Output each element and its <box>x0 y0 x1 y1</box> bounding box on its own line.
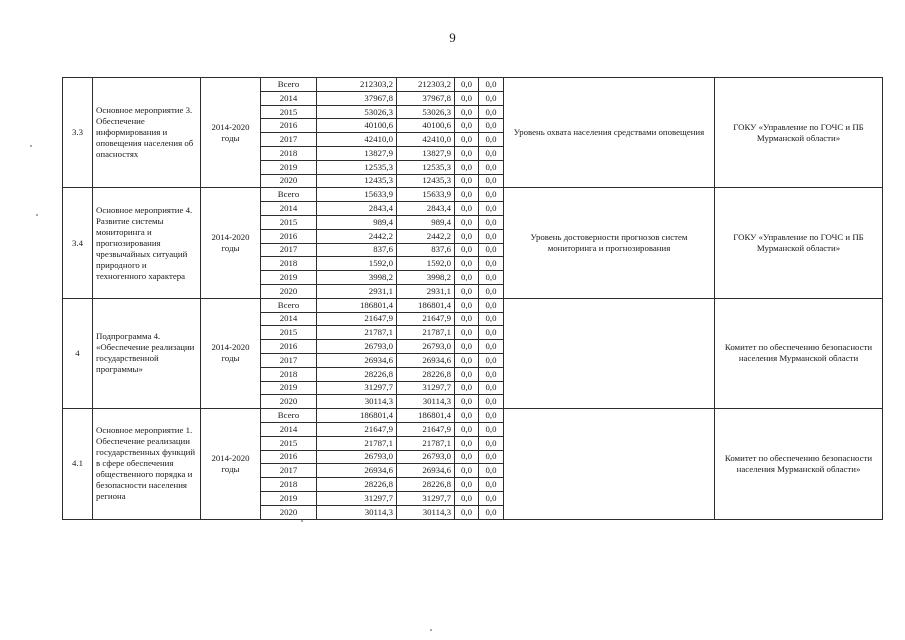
amount-zero-cell: 0,0 <box>479 395 504 409</box>
amount-oblast-cell: 28226,8 <box>397 367 455 381</box>
year-label-cell: 2017 <box>261 243 317 257</box>
amount-oblast-cell: 31297,7 <box>397 491 455 505</box>
year-label-cell: 2018 <box>261 367 317 381</box>
amount-oblast-cell: 40100,6 <box>397 119 455 133</box>
amount-total-cell: 53026,3 <box>317 105 397 119</box>
amount-zero-cell: 0,0 <box>455 326 479 340</box>
amount-zero-cell: 0,0 <box>479 284 504 298</box>
amount-zero-cell: 0,0 <box>479 450 504 464</box>
row-number-cell: 3.3 <box>63 78 93 188</box>
amount-zero-cell: 0,0 <box>455 436 479 450</box>
year-label-cell: Всего <box>261 188 317 202</box>
amount-total-cell: 989,4 <box>317 215 397 229</box>
amount-oblast-cell: 2931,1 <box>397 284 455 298</box>
year-label-cell: 2019 <box>261 381 317 395</box>
period-cell: 2014-2020 годы <box>201 298 261 408</box>
amount-zero-cell: 0,0 <box>455 202 479 216</box>
executor-cell: ГОКУ «Управление по ГОЧС и ПБ Мурманской области» <box>715 78 883 188</box>
amount-zero-cell: 0,0 <box>479 119 504 133</box>
year-label-cell: 2017 <box>261 353 317 367</box>
amount-zero-cell: 0,0 <box>455 298 479 312</box>
amount-total-cell: 12535,3 <box>317 160 397 174</box>
amount-zero-cell: 0,0 <box>455 367 479 381</box>
amount-total-cell: 40100,6 <box>317 119 397 133</box>
period-cell: 2014-2020 годы <box>201 78 261 188</box>
measure-name-cell: Основное мероприятие 3. Обеспечение информирования и оповещения населения об опасностях <box>93 78 201 188</box>
amount-oblast-cell: 989,4 <box>397 215 455 229</box>
indicator-cell: Уровень достоверности прогнозов систем мониторинга и прогнозирования <box>504 188 715 298</box>
year-label-cell: 2016 <box>261 450 317 464</box>
amount-total-cell: 30114,3 <box>317 395 397 409</box>
amount-oblast-cell: 26934,6 <box>397 353 455 367</box>
year-label-cell: 2019 <box>261 491 317 505</box>
amount-total-cell: 21787,1 <box>317 326 397 340</box>
year-label-cell: 2020 <box>261 505 317 519</box>
amount-oblast-cell: 53026,3 <box>397 105 455 119</box>
year-label-cell: 2019 <box>261 271 317 285</box>
indicator-cell <box>504 409 715 519</box>
amount-zero-cell: 0,0 <box>455 215 479 229</box>
year-label-cell: 2018 <box>261 257 317 271</box>
amount-total-cell: 1592,0 <box>317 257 397 271</box>
year-label-cell: 2018 <box>261 478 317 492</box>
amount-total-cell: 3998,2 <box>317 271 397 285</box>
scan-speck <box>36 214 38 216</box>
amount-oblast-cell: 21647,9 <box>397 312 455 326</box>
table-row <box>63 298 883 312</box>
amount-total-cell: 42410,0 <box>317 133 397 147</box>
amount-zero-cell: 0,0 <box>479 160 504 174</box>
executor-cell: Комитет по обеспечению безопасности населения Мурманской области» <box>715 409 883 519</box>
amount-zero-cell: 0,0 <box>455 160 479 174</box>
row-number-cell: 4.1 <box>63 409 93 519</box>
amount-zero-cell: 0,0 <box>455 284 479 298</box>
amount-zero-cell: 0,0 <box>479 298 504 312</box>
year-label-cell: 2016 <box>261 340 317 354</box>
amount-zero-cell: 0,0 <box>455 91 479 105</box>
year-label-cell: 2015 <box>261 436 317 450</box>
amount-zero-cell: 0,0 <box>455 491 479 505</box>
amount-zero-cell: 0,0 <box>455 174 479 188</box>
year-label-cell: 2018 <box>261 146 317 160</box>
amount-total-cell: 2843,4 <box>317 202 397 216</box>
amount-oblast-cell: 21787,1 <box>397 436 455 450</box>
amount-zero-cell: 0,0 <box>455 409 479 423</box>
amount-zero-cell: 0,0 <box>455 464 479 478</box>
amount-oblast-cell: 186801,4 <box>397 409 455 423</box>
amount-oblast-cell: 30114,3 <box>397 395 455 409</box>
amount-zero-cell: 0,0 <box>455 133 479 147</box>
row-number-cell: 3.4 <box>63 188 93 298</box>
amount-zero-cell: 0,0 <box>455 146 479 160</box>
amount-total-cell: 31297,7 <box>317 491 397 505</box>
amount-total-cell: 837,6 <box>317 243 397 257</box>
amount-zero-cell: 0,0 <box>479 464 504 478</box>
amount-zero-cell: 0,0 <box>479 174 504 188</box>
amount-oblast-cell: 21787,1 <box>397 326 455 340</box>
amount-total-cell: 26934,6 <box>317 464 397 478</box>
executor-cell: ГОКУ «Управление по ГОЧС и ПБ Мурманской области» <box>715 188 883 298</box>
amount-total-cell: 30114,3 <box>317 505 397 519</box>
measure-name-cell: Основное мероприятие 1. Обеспечение реализации государственных функций в сфере обеспечения общественного порядка и безопасности населения региона <box>93 409 201 519</box>
amount-oblast-cell: 37967,8 <box>397 91 455 105</box>
amount-oblast-cell: 26793,0 <box>397 450 455 464</box>
amount-total-cell: 31297,7 <box>317 381 397 395</box>
amount-zero-cell: 0,0 <box>455 422 479 436</box>
amount-oblast-cell: 12435,3 <box>397 174 455 188</box>
amount-oblast-cell: 31297,7 <box>397 381 455 395</box>
amount-zero-cell: 0,0 <box>479 326 504 340</box>
amount-total-cell: 21787,1 <box>317 436 397 450</box>
year-label-cell: 2015 <box>261 105 317 119</box>
year-label-cell: Всего <box>261 409 317 423</box>
scan-speck <box>430 629 432 631</box>
year-label-cell: Всего <box>261 78 317 92</box>
indicator-cell: Уровень охвата населения средствами оповещения <box>504 78 715 188</box>
amount-zero-cell: 0,0 <box>455 243 479 257</box>
amount-zero-cell: 0,0 <box>455 381 479 395</box>
measure-name-cell: Основное мероприятие 4. Развитие системы мониторинга и прогнозирования чрезвычайных ситуаций природного и техногенного характера <box>93 188 201 298</box>
year-label-cell: 2014 <box>261 312 317 326</box>
scan-speck <box>30 145 32 147</box>
amount-zero-cell: 0,0 <box>455 257 479 271</box>
amount-zero-cell: 0,0 <box>479 105 504 119</box>
period-cell: 2014-2020 годы <box>201 188 261 298</box>
amount-zero-cell: 0,0 <box>479 133 504 147</box>
amount-total-cell: 28226,8 <box>317 367 397 381</box>
amount-zero-cell: 0,0 <box>455 229 479 243</box>
amount-zero-cell: 0,0 <box>479 229 504 243</box>
page-number: 9 <box>449 30 456 45</box>
row-number-cell: 4 <box>63 298 93 408</box>
year-label-cell: 2020 <box>261 174 317 188</box>
amount-zero-cell: 0,0 <box>479 243 504 257</box>
amount-zero-cell: 0,0 <box>455 271 479 285</box>
amount-total-cell: 13827,9 <box>317 146 397 160</box>
amount-total-cell: 26793,0 <box>317 340 397 354</box>
amount-oblast-cell: 26934,6 <box>397 464 455 478</box>
year-label-cell: 2019 <box>261 160 317 174</box>
amount-total-cell: 186801,4 <box>317 298 397 312</box>
table-row <box>63 188 883 202</box>
amount-total-cell: 28226,8 <box>317 478 397 492</box>
amount-zero-cell: 0,0 <box>479 436 504 450</box>
amount-zero-cell: 0,0 <box>455 450 479 464</box>
amount-oblast-cell: 1592,0 <box>397 257 455 271</box>
year-label-cell: 2016 <box>261 229 317 243</box>
amount-total-cell: 26793,0 <box>317 450 397 464</box>
amount-oblast-cell: 12535,3 <box>397 160 455 174</box>
year-label-cell: 2020 <box>261 284 317 298</box>
amount-zero-cell: 0,0 <box>455 340 479 354</box>
amount-oblast-cell: 42410,0 <box>397 133 455 147</box>
table-body <box>63 78 883 520</box>
amount-oblast-cell: 30114,3 <box>397 505 455 519</box>
table-row <box>63 409 883 423</box>
amount-oblast-cell: 13827,9 <box>397 146 455 160</box>
amount-zero-cell: 0,0 <box>479 340 504 354</box>
amount-zero-cell: 0,0 <box>479 381 504 395</box>
amount-oblast-cell: 26793,0 <box>397 340 455 354</box>
amount-total-cell: 2442,2 <box>317 229 397 243</box>
table-row <box>63 78 883 92</box>
amount-total-cell: 37967,8 <box>317 91 397 105</box>
amount-zero-cell: 0,0 <box>455 105 479 119</box>
year-label-cell: Всего <box>261 298 317 312</box>
amount-zero-cell: 0,0 <box>479 505 504 519</box>
amount-total-cell: 15633,9 <box>317 188 397 202</box>
year-label-cell: 2017 <box>261 133 317 147</box>
amount-zero-cell: 0,0 <box>479 422 504 436</box>
amount-oblast-cell: 15633,9 <box>397 188 455 202</box>
amount-zero-cell: 0,0 <box>479 367 504 381</box>
amount-zero-cell: 0,0 <box>479 215 504 229</box>
period-cell: 2014-2020 годы <box>201 409 261 519</box>
amount-zero-cell: 0,0 <box>479 409 504 423</box>
amount-oblast-cell: 837,6 <box>397 243 455 257</box>
amount-zero-cell: 0,0 <box>479 188 504 202</box>
amount-total-cell: 186801,4 <box>317 409 397 423</box>
year-label-cell: 2014 <box>261 202 317 216</box>
measure-name-cell: Подпрограмма 4. «Обеспечение реализации государственной программы» <box>93 298 201 408</box>
amount-zero-cell: 0,0 <box>479 353 504 367</box>
year-label-cell: 2020 <box>261 395 317 409</box>
amount-total-cell: 212303,2 <box>317 78 397 92</box>
year-label-cell: 2015 <box>261 215 317 229</box>
amount-total-cell: 21647,9 <box>317 422 397 436</box>
amount-zero-cell: 0,0 <box>455 395 479 409</box>
amount-total-cell: 2931,1 <box>317 284 397 298</box>
amount-zero-cell: 0,0 <box>455 478 479 492</box>
amount-zero-cell: 0,0 <box>479 257 504 271</box>
year-label-cell: 2016 <box>261 119 317 133</box>
scan-speck <box>301 520 303 522</box>
amount-zero-cell: 0,0 <box>479 271 504 285</box>
amount-oblast-cell: 3998,2 <box>397 271 455 285</box>
year-label-cell: 2014 <box>261 422 317 436</box>
amount-total-cell: 21647,9 <box>317 312 397 326</box>
indicator-cell <box>504 298 715 408</box>
amount-oblast-cell: 186801,4 <box>397 298 455 312</box>
year-label-cell: 2015 <box>261 326 317 340</box>
amount-zero-cell: 0,0 <box>479 202 504 216</box>
year-label-cell: 2017 <box>261 464 317 478</box>
program-financing-table <box>62 77 883 520</box>
amount-oblast-cell: 2442,2 <box>397 229 455 243</box>
amount-zero-cell: 0,0 <box>455 188 479 202</box>
amount-zero-cell: 0,0 <box>479 491 504 505</box>
amount-zero-cell: 0,0 <box>479 78 504 92</box>
executor-cell: Комитет по обеспечению безопасности населения Мурманской области <box>715 298 883 408</box>
amount-oblast-cell: 28226,8 <box>397 478 455 492</box>
amount-oblast-cell: 212303,2 <box>397 78 455 92</box>
amount-total-cell: 12435,3 <box>317 174 397 188</box>
amount-zero-cell: 0,0 <box>479 312 504 326</box>
amount-zero-cell: 0,0 <box>455 312 479 326</box>
amount-zero-cell: 0,0 <box>455 119 479 133</box>
amount-zero-cell: 0,0 <box>455 78 479 92</box>
amount-zero-cell: 0,0 <box>479 478 504 492</box>
amount-zero-cell: 0,0 <box>479 146 504 160</box>
amount-zero-cell: 0,0 <box>479 91 504 105</box>
amount-zero-cell: 0,0 <box>455 505 479 519</box>
amount-zero-cell: 0,0 <box>455 353 479 367</box>
amount-oblast-cell: 21647,9 <box>397 422 455 436</box>
amount-total-cell: 26934,6 <box>317 353 397 367</box>
year-label-cell: 2014 <box>261 91 317 105</box>
amount-oblast-cell: 2843,4 <box>397 202 455 216</box>
